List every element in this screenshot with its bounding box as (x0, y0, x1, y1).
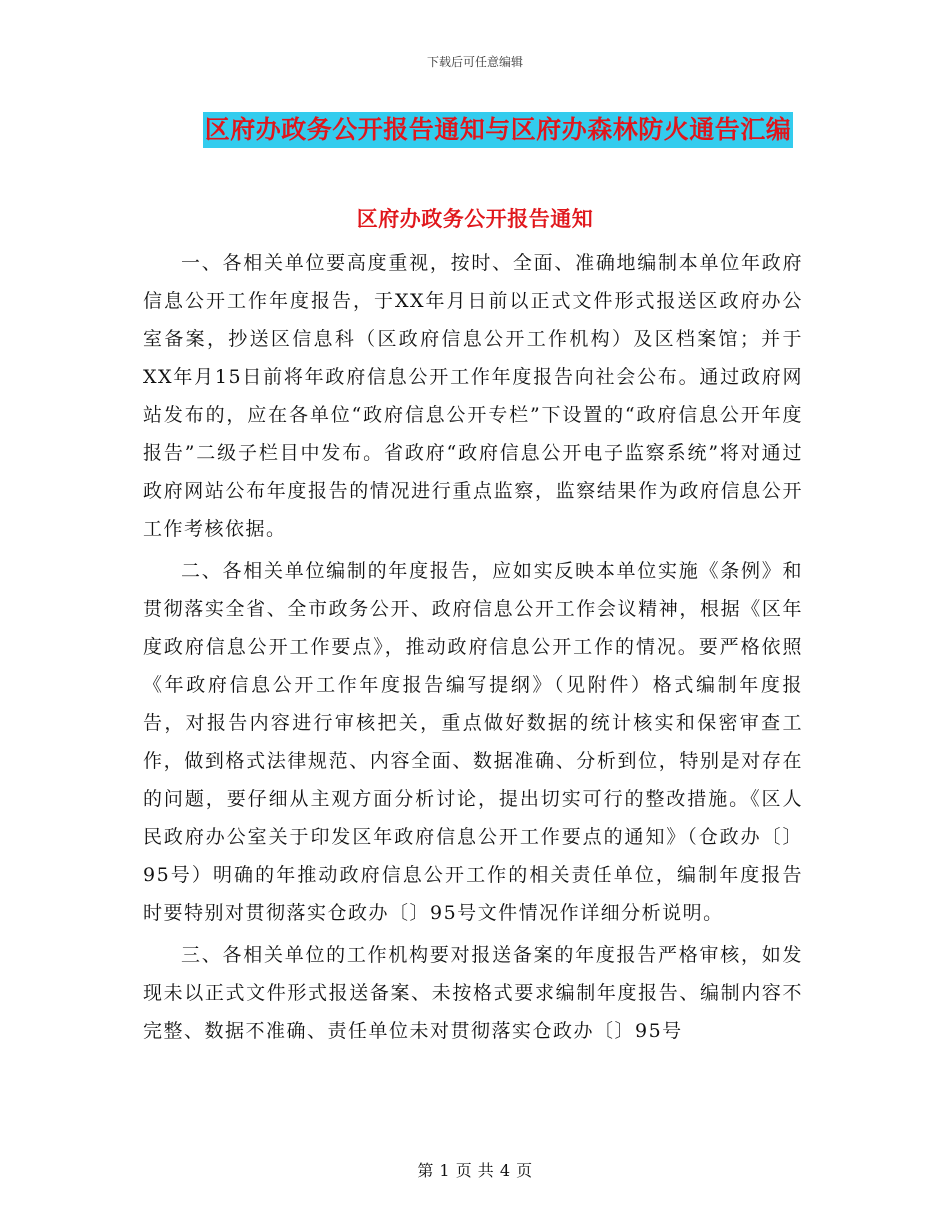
section-title: 区府办政务公开报告通知 (356, 206, 594, 231)
paragraph-2: 二、各相关单位编制的年度报告，应如实反映本单位实施《条例》和贯彻落实全省、全市政务公开、政府信息公开工作会议精神，根据《区年度政府信息公开工作要点》，推动政府信息公开工作的情况。要严格依照《年政府信息公开工作年度报告编写提纲》（见附件）格式编制年度报告，对报告内容进行审核把关，重点做好数据的统计核实和保密审查工作，做到格式法律规范、内容全面、数据准确、分析到位，特别是对存在的问题，要仔细从主观方面分析讨论，提出切实可行的整改措施。《区人民政府办公室关于印发区年政府信息公开工作要点的通知》（仓政办〔〕95号）明确的年推动政府信息公开工作的相关责任单位，编制年度报告时要特别对贯彻落实仓政办〔〕95号文件情况作详细分析说明。 (143, 560, 803, 924)
document-body (143, 244, 803, 1050)
page-header-note: 下载后可任意编辑 (426, 55, 523, 69)
page-footer: 第 1 页 共 4 页 (417, 1161, 533, 1180)
paragraph-3: 三、各相关单位的工作机构要对报送备案的年度报告严格审核，如发现未以正式文件形式报送备案、未按格式要求编制年度报告、编制内容不完整、数据不准确、责任单位未对贯彻落实仓政办〔〕95号 (143, 944, 803, 1042)
paragraph-1: 一、各相关单位要高度重视，按时、全面、准确地编制本单位年政府信息公开工作年度报告，于XX年月日前以正式文件形式报送区政府办公室备案，抄送区信息科（区政府信息公开工作机构）及区档案馆；并于XX年月15日前将年政府信息公开工作年度报告向社会公布。通过政府网站发布的，应在各单位“政府信息公开专栏”下设置的“政府信息公开年度报告”二级子栏目中发布。省政府“政府信息公开电子监察系统”将对通过政府网站公布年度报告的情况进行重点监察，监察结果作为政府信息公开工作考核依据。 (143, 252, 803, 540)
document-title: 区府办政务公开报告通知与区府办森林防火通告汇编 (203, 112, 794, 148)
main-title-container (0, 112, 950, 148)
